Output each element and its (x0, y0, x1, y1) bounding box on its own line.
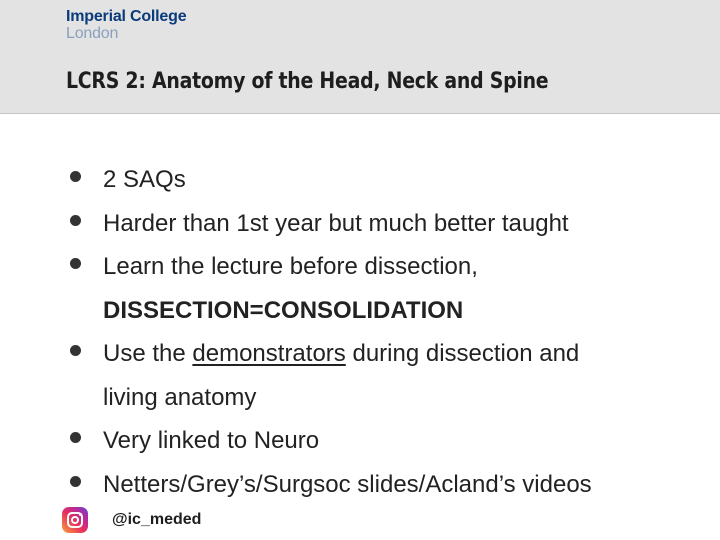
slide-title: LCRS 2: Anatomy of the Head, Neck and Spine (66, 69, 549, 94)
bullet-text: 2 SAQs (103, 166, 186, 193)
bullet-dot-icon (70, 171, 81, 182)
bullet-item (0, 158, 720, 202)
bullet-text-pre: Use the (103, 340, 193, 367)
bullet-dot-icon (70, 258, 81, 269)
bullet-text: Very linked to Neuro (103, 427, 320, 454)
bullet-item (0, 463, 720, 507)
bullet-item (0, 332, 720, 419)
instagram-icon (62, 507, 88, 533)
bullet-text: Harder than 1st year but much better taught (103, 209, 569, 237)
bullet-dot-icon (70, 476, 81, 487)
bullet-text-post: during dissection and (345, 340, 580, 367)
bullet-text: Netters/Grey’s/Surgsoc slides/Acland’s videos (103, 470, 592, 498)
demonstrators-underlined-text: demonstrators (192, 340, 346, 367)
bullet-list (0, 158, 720, 506)
bullet-item (0, 245, 720, 332)
bullet-text-continuation: DISSECTION=CONSOLIDATION (103, 296, 464, 324)
bullet-dot-icon (70, 345, 81, 356)
logo-line-2: London (66, 25, 119, 42)
footer (62, 505, 201, 535)
bullet-text (103, 332, 720, 376)
imperial-college-logo (66, 8, 186, 42)
logo-line-1: Imperial College (66, 8, 187, 25)
bullet-item (0, 202, 720, 246)
bullet-item (0, 419, 720, 463)
bullet-text-continuation: living anatomy (103, 383, 257, 411)
slide-header (0, 0, 720, 114)
instagram-handle: @ic_meded (112, 511, 202, 528)
bullet-dot-icon (70, 432, 81, 443)
bullet-dot-icon (70, 215, 81, 226)
bullet-text: Learn the lecture before dissection, (103, 253, 478, 280)
